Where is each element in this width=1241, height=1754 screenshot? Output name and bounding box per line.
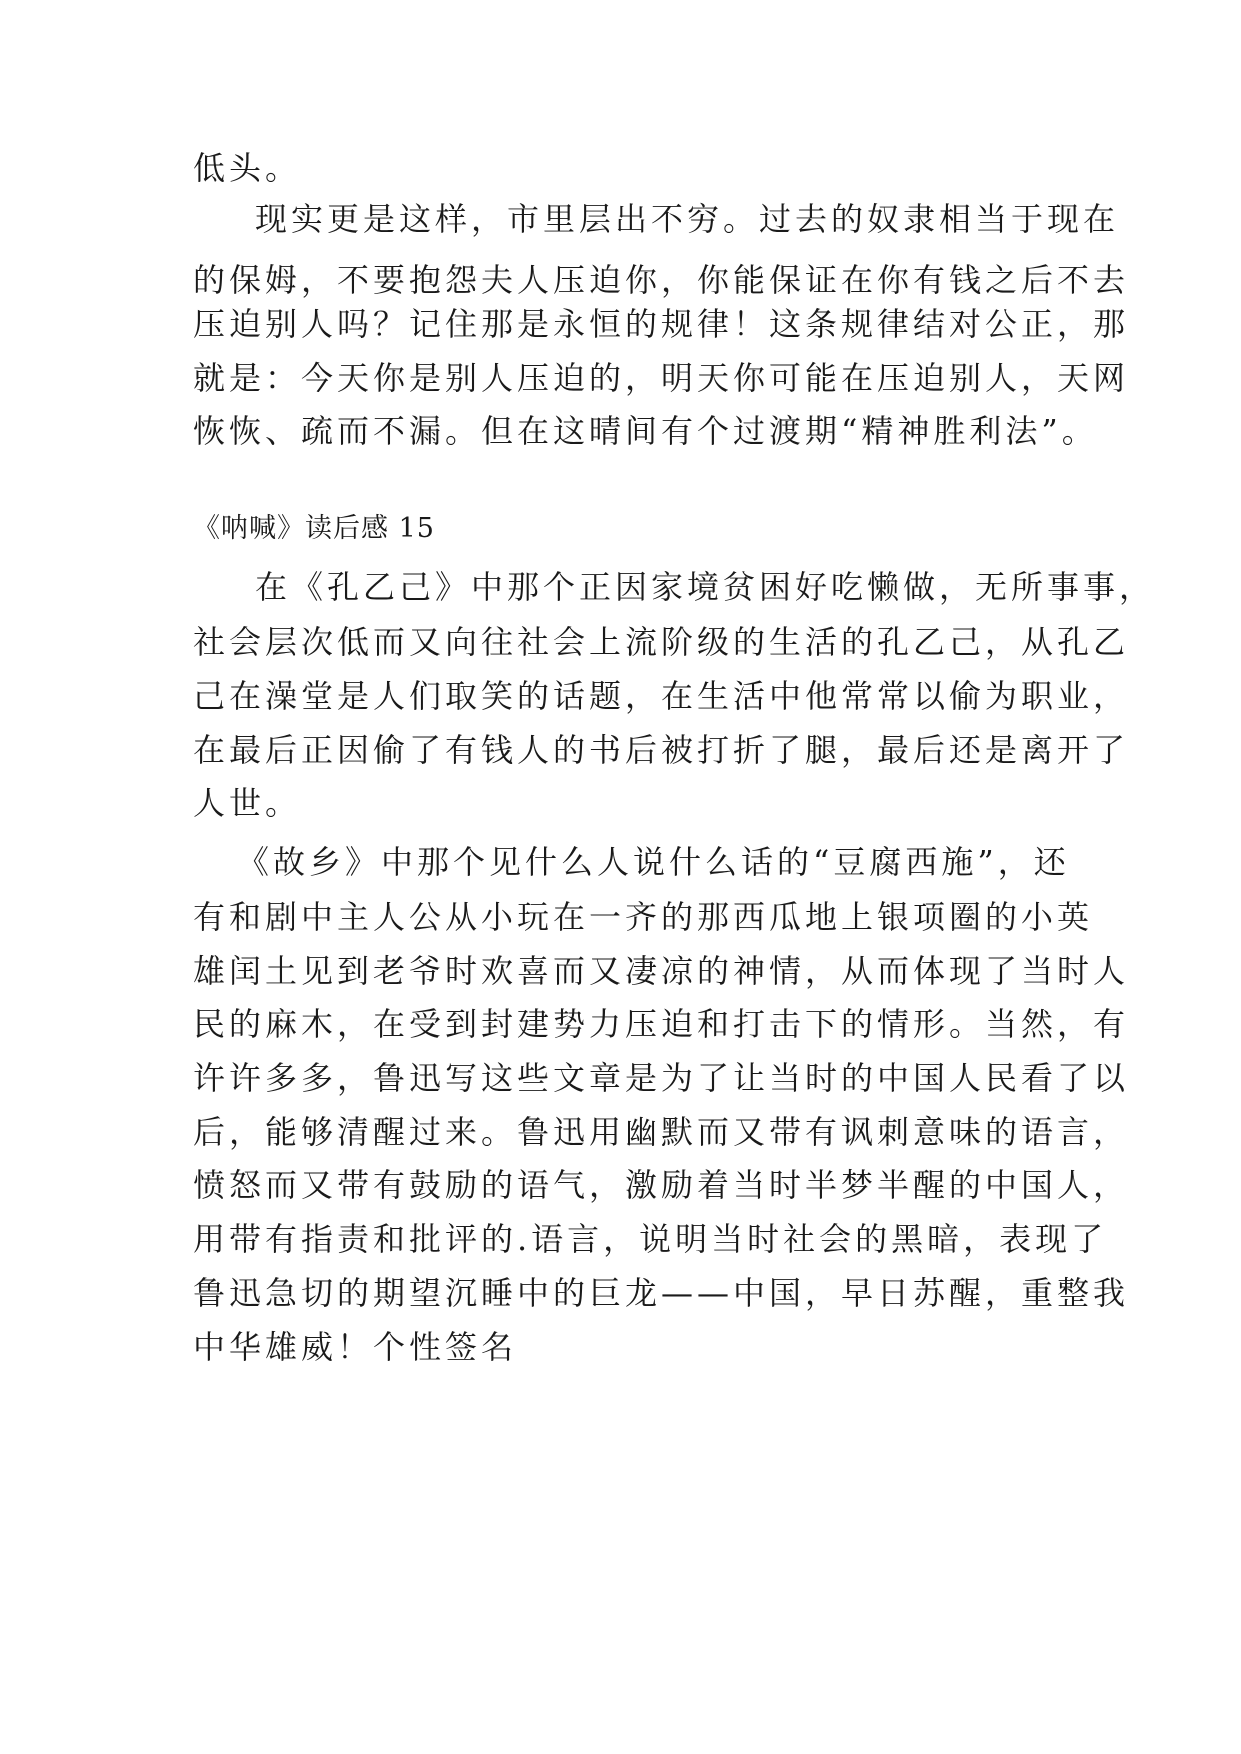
paragraph-line: 己在澡堂是人们取笑的话题，在生活中他常常以偷为职业， [193, 677, 1130, 715]
paragraph-line: 恢恢、疏而不漏。但在这晴间有个过渡期“精神胜利法”。 [193, 412, 1098, 450]
section-heading: 《呐喊》读后感 15 [193, 513, 435, 544]
paragraph-line: 《故乡》中那个见什么人说什么话的“豆腐西施”，还 [237, 843, 1070, 881]
paragraph-line: 低头。 [193, 149, 302, 187]
paragraph-line: 压迫别人吗？记住那是永恒的规律！这条规律结对公正，那 [193, 305, 1130, 343]
paragraph-line: 用带有指责和批评的.语言，说明当时社会的黑暗，表现了 [193, 1220, 1108, 1258]
paragraph-line: 有和剧中主人公从小玩在一齐的那西瓜地上银项圈的小英 [193, 898, 1094, 936]
paragraph-line: 的保姆，不要抱怨夫人压迫你，你能保证在你有钱之后不去 [193, 261, 1130, 299]
paragraph-line: 在最后正因偷了有钱人的书后被打折了腿，最后还是离开了 [193, 731, 1130, 769]
paragraph-line: 人世。 [193, 784, 302, 822]
paragraph-line: 现实更是这样，市里层出不穷。过去的奴隶相当于现在 [255, 200, 1120, 238]
paragraph-line: 中华雄威！个性签名 [193, 1328, 518, 1366]
paragraph-line: 就是：今天你是别人压迫的，明天你可能在压迫别人，天网 [193, 359, 1130, 397]
paragraph-line: 雄闰土见到老爷时欢喜而又凄凉的神情，从而体现了当时人 [193, 952, 1130, 990]
paragraph-line: 民的麻木，在受到封建势力压迫和打击下的情形。当然，有 [193, 1005, 1130, 1043]
paragraph-line: 鲁迅急切的期望沉睡中的巨龙——中国，早日苏醒，重整我 [193, 1274, 1130, 1312]
paragraph-line: 社会层次低而又向往社会上流阶级的生活的孔乙己，从孔乙 [193, 623, 1130, 661]
paragraph-line: 后，能够清醒过来。鲁迅用幽默而又带有讽刺意味的语言， [193, 1113, 1130, 1151]
paragraph-line: 在《孔乙己》中那个正因家境贫困好吃懒做，无所事事， [255, 568, 1156, 606]
paragraph-line: 许许多多，鲁迅写这些文章是为了让当时的中国人民看了以 [193, 1059, 1130, 1097]
paragraph-line: 愤怒而又带有鼓励的语气，激励着当时半梦半醒的中国人， [193, 1166, 1130, 1204]
